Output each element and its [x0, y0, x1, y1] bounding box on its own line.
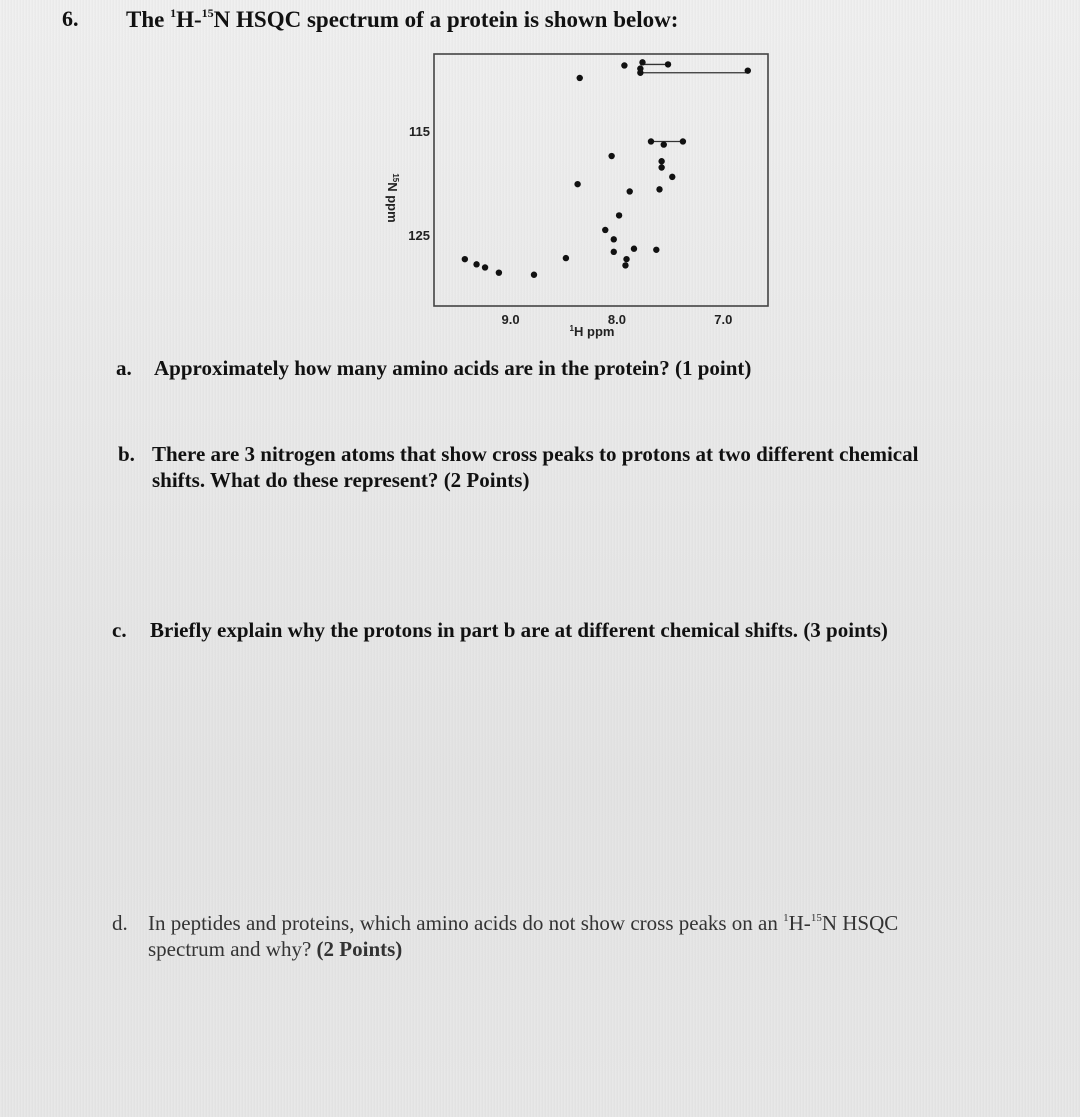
x-tick-label-0: 9.0	[501, 312, 520, 327]
peak-4	[637, 70, 643, 76]
peak-0	[577, 75, 583, 81]
connector-group	[640, 64, 747, 141]
peak-6	[745, 67, 751, 73]
peak-28	[611, 249, 617, 255]
part-d-line2	[112, 936, 898, 962]
title-text-2: H-	[176, 7, 202, 32]
peak-9	[680, 138, 686, 144]
part-b-text-line2: shifts. What do these represent?	[152, 468, 439, 492]
part-d-line1	[112, 905, 898, 936]
title-sup-2: 15	[201, 6, 214, 20]
peak-7	[648, 138, 654, 144]
hsqc-chart-svg	[360, 48, 780, 348]
peak-13	[669, 174, 675, 180]
peak-26	[531, 272, 537, 278]
part-c	[112, 617, 888, 643]
x-tick-label-1: 8.0	[607, 312, 626, 327]
part-d-text-1: In peptides and proteins, which amino acids do not show cross peaks on an	[148, 911, 784, 935]
peak-8	[661, 141, 667, 147]
peak-27	[563, 255, 569, 261]
question-title	[126, 6, 678, 33]
y-axis-label-sup: 15	[391, 173, 400, 183]
part-d-text-3: N HSQC	[821, 911, 899, 935]
peak-group	[462, 59, 751, 278]
peak-14	[574, 181, 580, 187]
peak-20	[631, 246, 637, 252]
part-b-points: (2 Points)	[443, 468, 530, 492]
peak-24	[482, 264, 488, 270]
y-tick-group	[408, 124, 430, 243]
x-axis-label	[570, 324, 615, 339]
part-d-text-line2: spectrum and why?	[148, 937, 312, 961]
peak-11	[658, 158, 664, 164]
peak-12	[658, 164, 664, 170]
part-d-sup-2: 15	[810, 912, 822, 924]
part-d-points: (2 Points)	[316, 937, 403, 961]
peak-25	[496, 269, 502, 275]
peak-19	[611, 236, 617, 242]
peak-22	[462, 256, 468, 262]
part-a	[116, 355, 751, 381]
part-d-sup-1: 1	[783, 912, 789, 924]
question-number: 6.	[62, 6, 79, 31]
title-sup-1: 1	[170, 6, 177, 20]
peak-23	[473, 261, 479, 267]
part-b-line2	[118, 467, 918, 493]
part-a-letter: a.	[116, 356, 132, 380]
x-tick-group	[502, 312, 733, 327]
part-b	[118, 441, 918, 493]
part-c-points: (3 points)	[803, 618, 888, 642]
part-c-letter: c.	[112, 618, 127, 642]
title-text-1: The	[126, 7, 171, 32]
y-tick-label-0: 115	[409, 124, 430, 140]
peak-29	[623, 256, 629, 262]
peak-21	[653, 247, 659, 253]
peak-30	[622, 262, 628, 268]
peak-15	[627, 188, 633, 194]
peak-17	[616, 212, 622, 218]
peak-18	[602, 227, 608, 233]
peak-5	[665, 61, 671, 67]
hsqc-spectrum	[360, 48, 780, 348]
y-axis-label-text: N ppm	[385, 182, 400, 223]
x-tick-label-2: 7.0	[714, 312, 733, 327]
part-b-text-line1: There are 3 nitrogen atoms that show cross peaks to protons at two different chemical	[152, 442, 919, 466]
peak-1	[621, 62, 627, 68]
part-a-points: (1 point)	[674, 356, 752, 380]
part-d	[112, 905, 898, 962]
peak-10	[608, 153, 614, 159]
part-b-line1	[118, 441, 918, 467]
x-axis-label-text: H ppm	[574, 324, 615, 339]
x-axis-label-sup: 1	[569, 324, 574, 333]
part-c-text: Briefly explain why the protons in part b are at different chemical shifts.	[150, 618, 799, 642]
part-b-letter: b.	[118, 442, 135, 466]
title-text-3: N HSQC spectrum of a protein is shown below:	[213, 7, 679, 32]
part-d-text-2: H-	[788, 911, 811, 935]
y-axis-label	[385, 173, 400, 222]
part-d-letter: d.	[112, 911, 128, 935]
peak-2	[639, 59, 645, 65]
part-a-text: Approximately how many amino acids are in the protein?	[154, 356, 670, 380]
y-tick-label-1: 125	[408, 228, 430, 244]
peak-16	[656, 186, 662, 192]
